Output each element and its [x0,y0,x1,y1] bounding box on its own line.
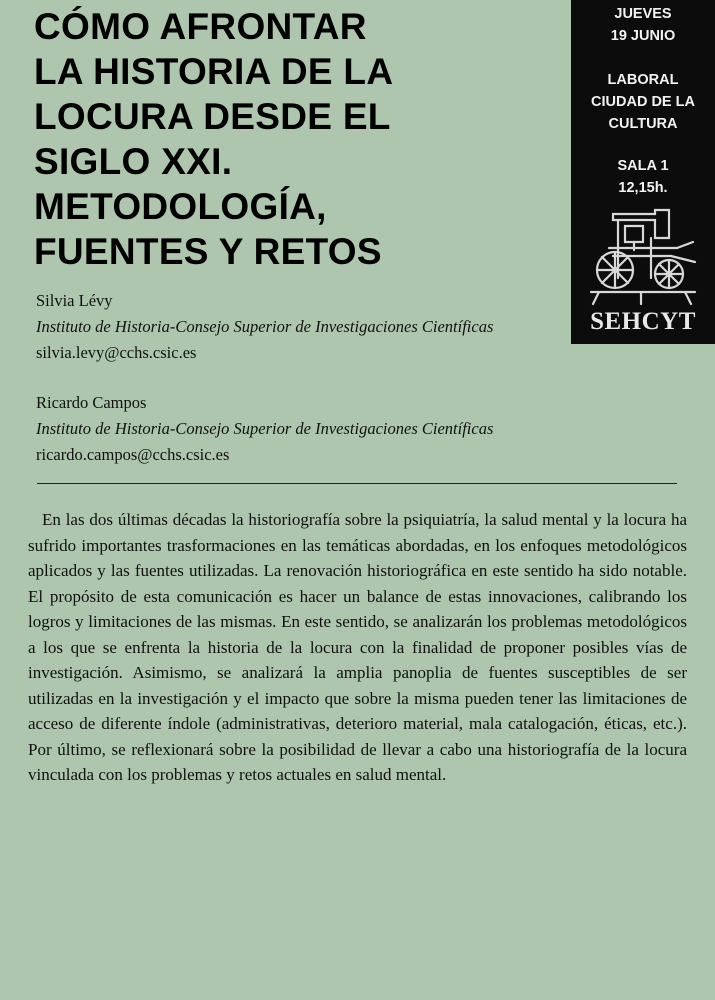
title-line: METODOLOGÍA, [34,186,327,227]
divider [37,483,677,484]
title-line: SIGLO XXI. [34,141,233,182]
venue-line: CULTURA [608,116,678,132]
author-institution: Instituto de Historia-Consejo Superior de Investigaciones Científicas [36,419,494,438]
printing-press-icon [585,208,701,308]
author-entry [36,390,581,468]
sehcyt-logo-text: SEHCYT [590,308,696,335]
event-venue [571,69,715,135]
event-day: JUEVES [614,6,672,22]
author-email[interactable]: silvia.levy@cchs.csic.es [36,343,197,362]
title-line: LA HISTORIA DE LA [34,51,394,92]
event-time: 12,15h. [618,180,668,196]
title-line: FUENTES Y RETOS [34,231,382,272]
author-name: Silvia Lévy [36,291,113,310]
authors-block [36,288,581,468]
event-date-value: 19 JUNIO [610,28,676,44]
author-email[interactable]: ricardo.campos@cchs.csic.es [36,445,230,464]
event-room-time [571,155,715,199]
event-room: SALA 1 [617,158,669,174]
author-institution: Instituto de Historia-Consejo Superior de Investigaciones Científicas [36,317,494,336]
title-line: CÓMO AFRONTAR [34,6,367,47]
author-name: Ricardo Campos [36,393,147,412]
event-date [571,0,715,47]
abstract-text: En las dos últimas décadas la historiografía sobre la psiquiatría, la salud mental y la locura ha sufrido importantes trasformaciones en las temáticas abordadas, en los enfoques metodológicos aplicados y las fuentes utilizadas. La renovación historiográfica en este sentido ha sido notable. El propósito de esta comunicación es hacer un balance de estas innovaciones, calibrando los logros y limitaciones de las mismas. En este sentido, se analizarán los problemas metodológicos a los que se enfrenta la historia de la locura con la finalidad de proponer posibles vías de investigación. Asimismo, se analizará la amplia panoplia de fuentes susceptibles de ser utilizadas en la investigación y el impacto que sobre la misma pueden tener las limitaciones de acceso de diferente índole (administrativas, deterioro material, mala catalogación, éticas, etc.). Por último, se reflexionará sobre la posibilidad de llevar a cabo una historiografía de la locura vinculada con los problemas y retos actuales en salud mental. [28,510,687,784]
event-info-panel [571,0,715,344]
author-entry [36,288,581,366]
venue-line: CIUDAD DE LA [591,94,695,110]
venue-line: LABORAL [607,72,679,88]
page-title [34,4,564,274]
title-line: LOCURA DESDE EL [34,96,391,137]
